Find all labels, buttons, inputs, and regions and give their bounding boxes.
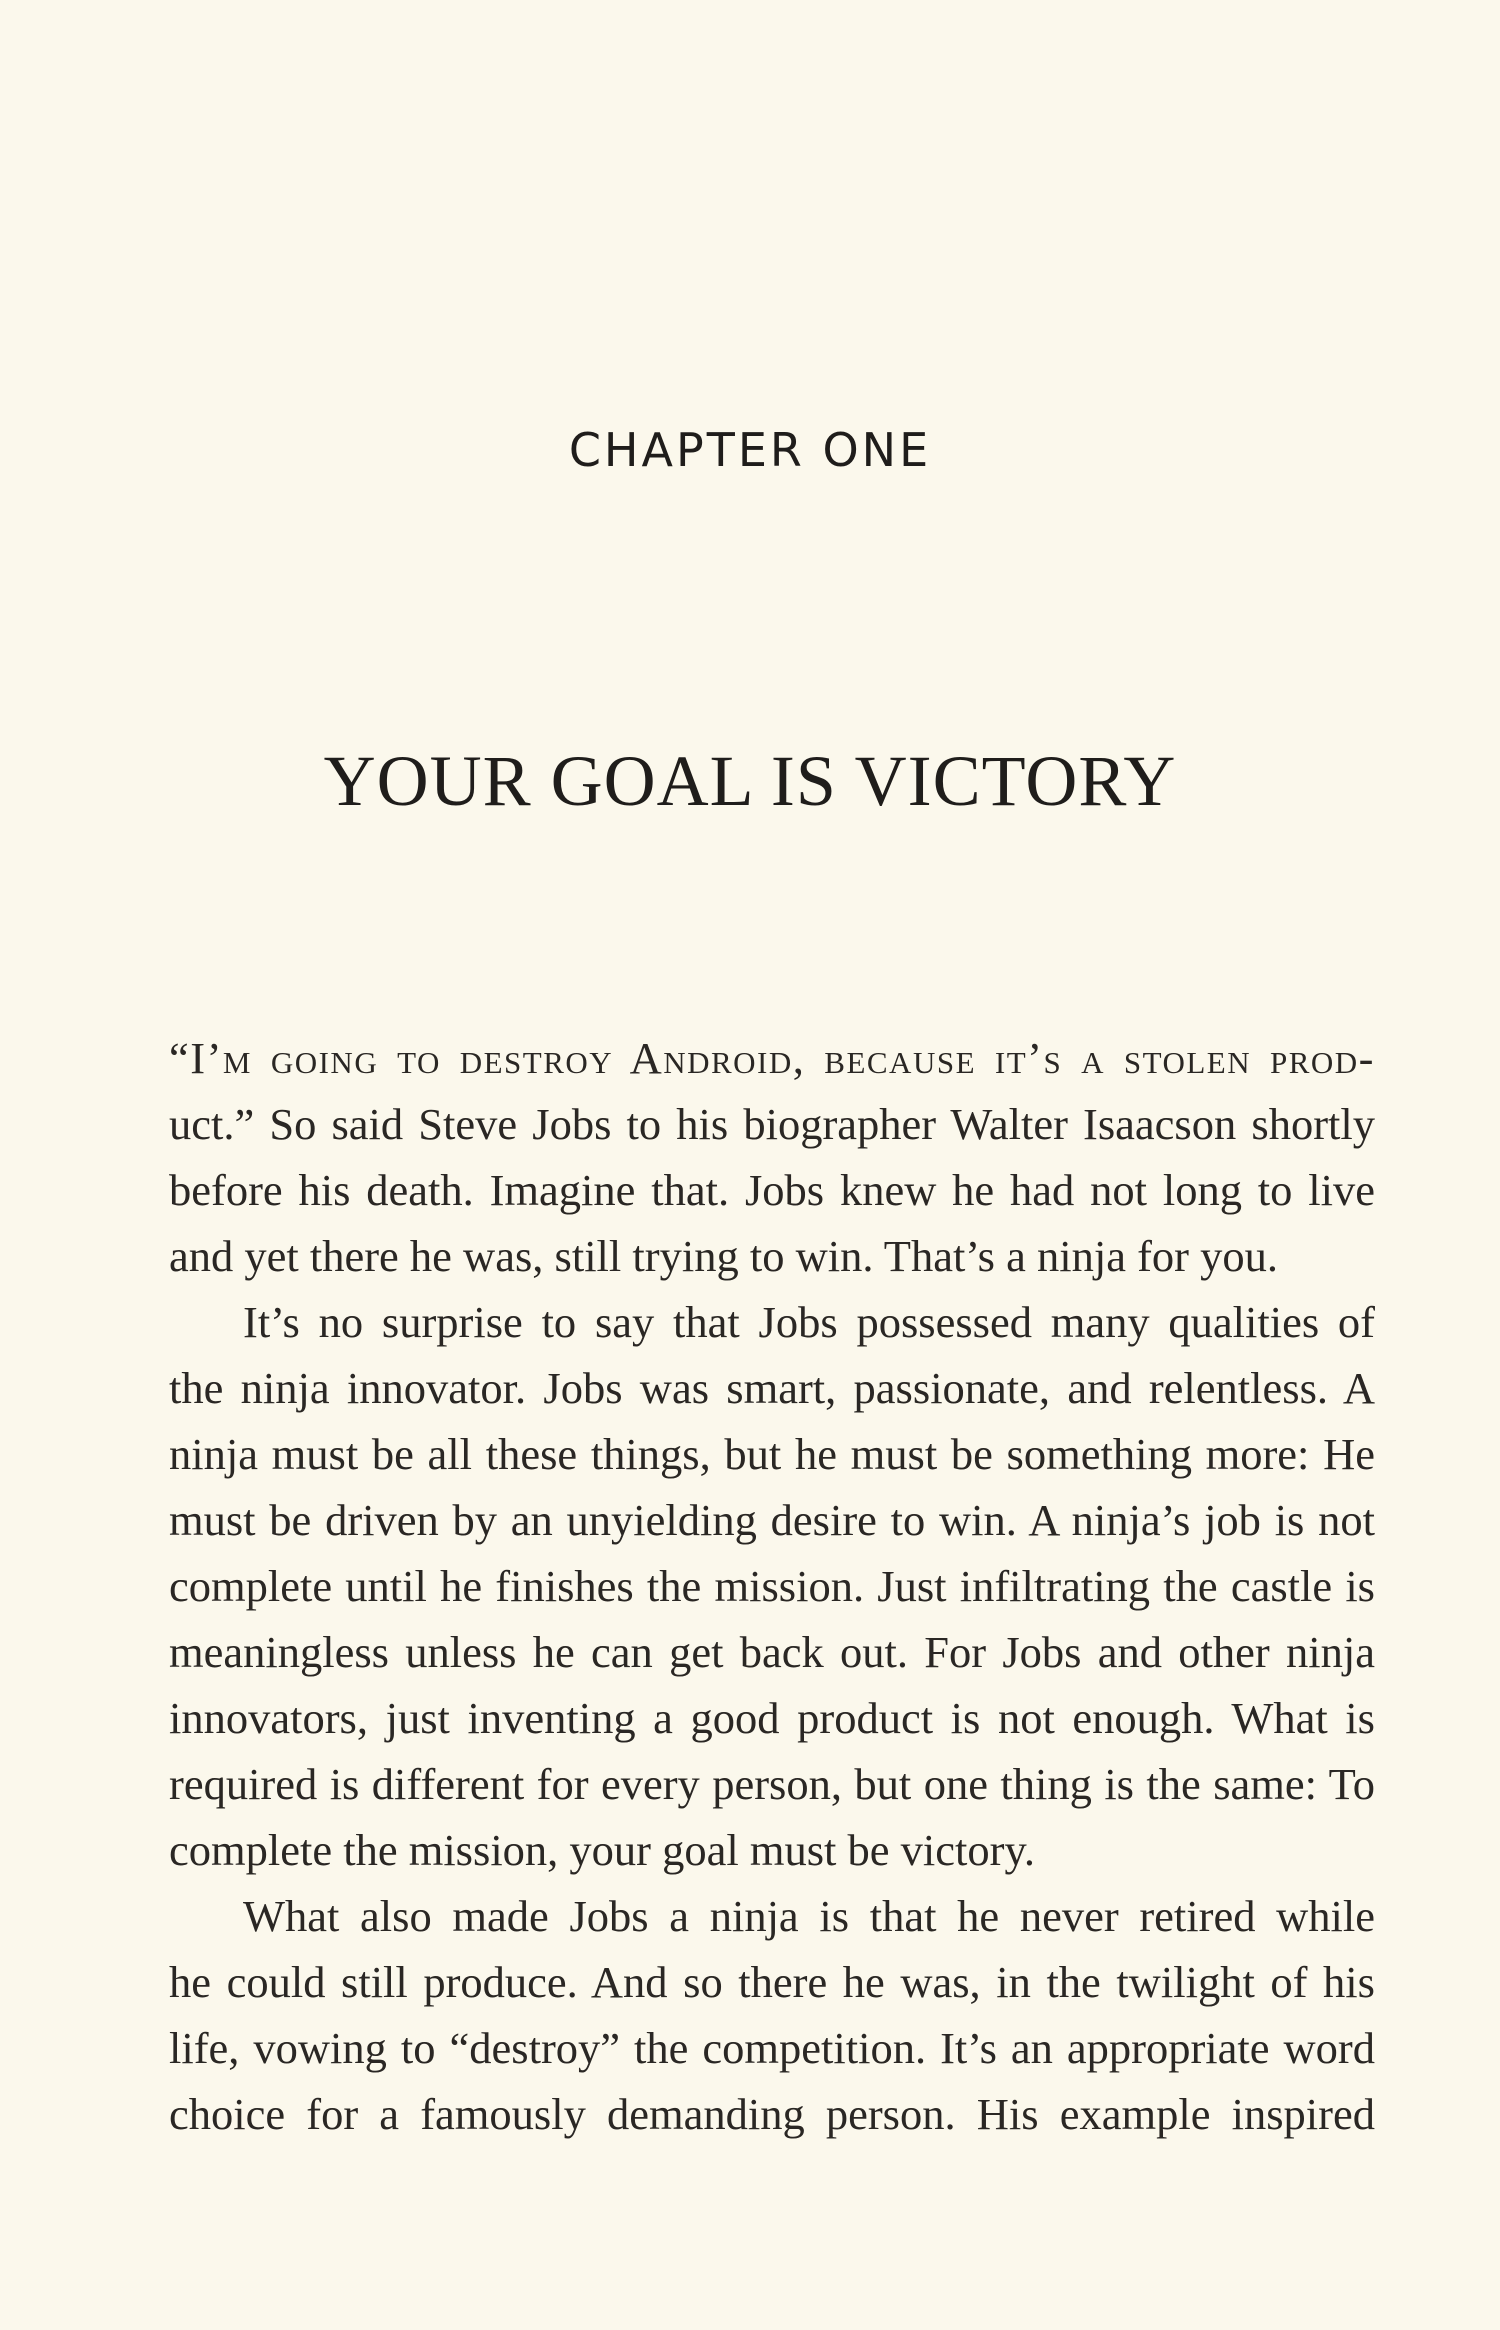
text-line: the ninja innovator. Jobs was smart, passionate, and relentless. A (169, 1363, 1375, 1413)
text-line: “I’m going to destroy Android, because it’s a stolen prod- (169, 1033, 1375, 1083)
text-line: and yet there he was, still trying to win. That’s a ninja for you. (169, 1231, 1278, 1281)
text-line: complete until he finishes the mission. Just infiltrating the castle is (169, 1561, 1375, 1611)
chapter-label: CHAPTER ONE (568, 423, 932, 477)
body-text (169, 1025, 1375, 2147)
text-line: before his death. Imagine that. Jobs knew he had not long to live (169, 1165, 1375, 1215)
text-line: uct.” So said Steve Jobs to his biographer Walter Isaacson shortly (169, 1099, 1375, 1149)
text-line: ninja must be all these things, but he must be something more: He (169, 1429, 1375, 1479)
text-line: What also made Jobs a ninja is that he never retired while (243, 1891, 1375, 1941)
text-line: must be driven by an unyielding desire to win. A ninja’s job is not (169, 1495, 1375, 1545)
text-line: required is different for every person, but one thing is the same: To (169, 1759, 1375, 1809)
text-line: choice for a famously demanding person. His example inspired (169, 2089, 1375, 2139)
paragraph-1 (169, 1025, 1375, 1289)
text-line: he could still produce. And so there he was, in the twilight of his (169, 1957, 1375, 2007)
text-line: complete the mission, your goal must be victory. (169, 1825, 1035, 1875)
paragraph-2 (169, 1289, 1375, 1883)
text-line: life, vowing to “destroy” the competition. It’s an appropriate word (169, 2023, 1375, 2073)
text-line: It’s no surprise to say that Jobs possessed many qualities of (243, 1297, 1375, 1347)
text-line: innovators, just inventing a good product is not enough. What is (169, 1693, 1375, 1743)
paragraph-3 (169, 1883, 1375, 2147)
text-line: meaningless unless he can get back out. For Jobs and other ninja (169, 1627, 1375, 1677)
chapter-title: YOUR GOAL IS VICTORY (323, 741, 1177, 821)
